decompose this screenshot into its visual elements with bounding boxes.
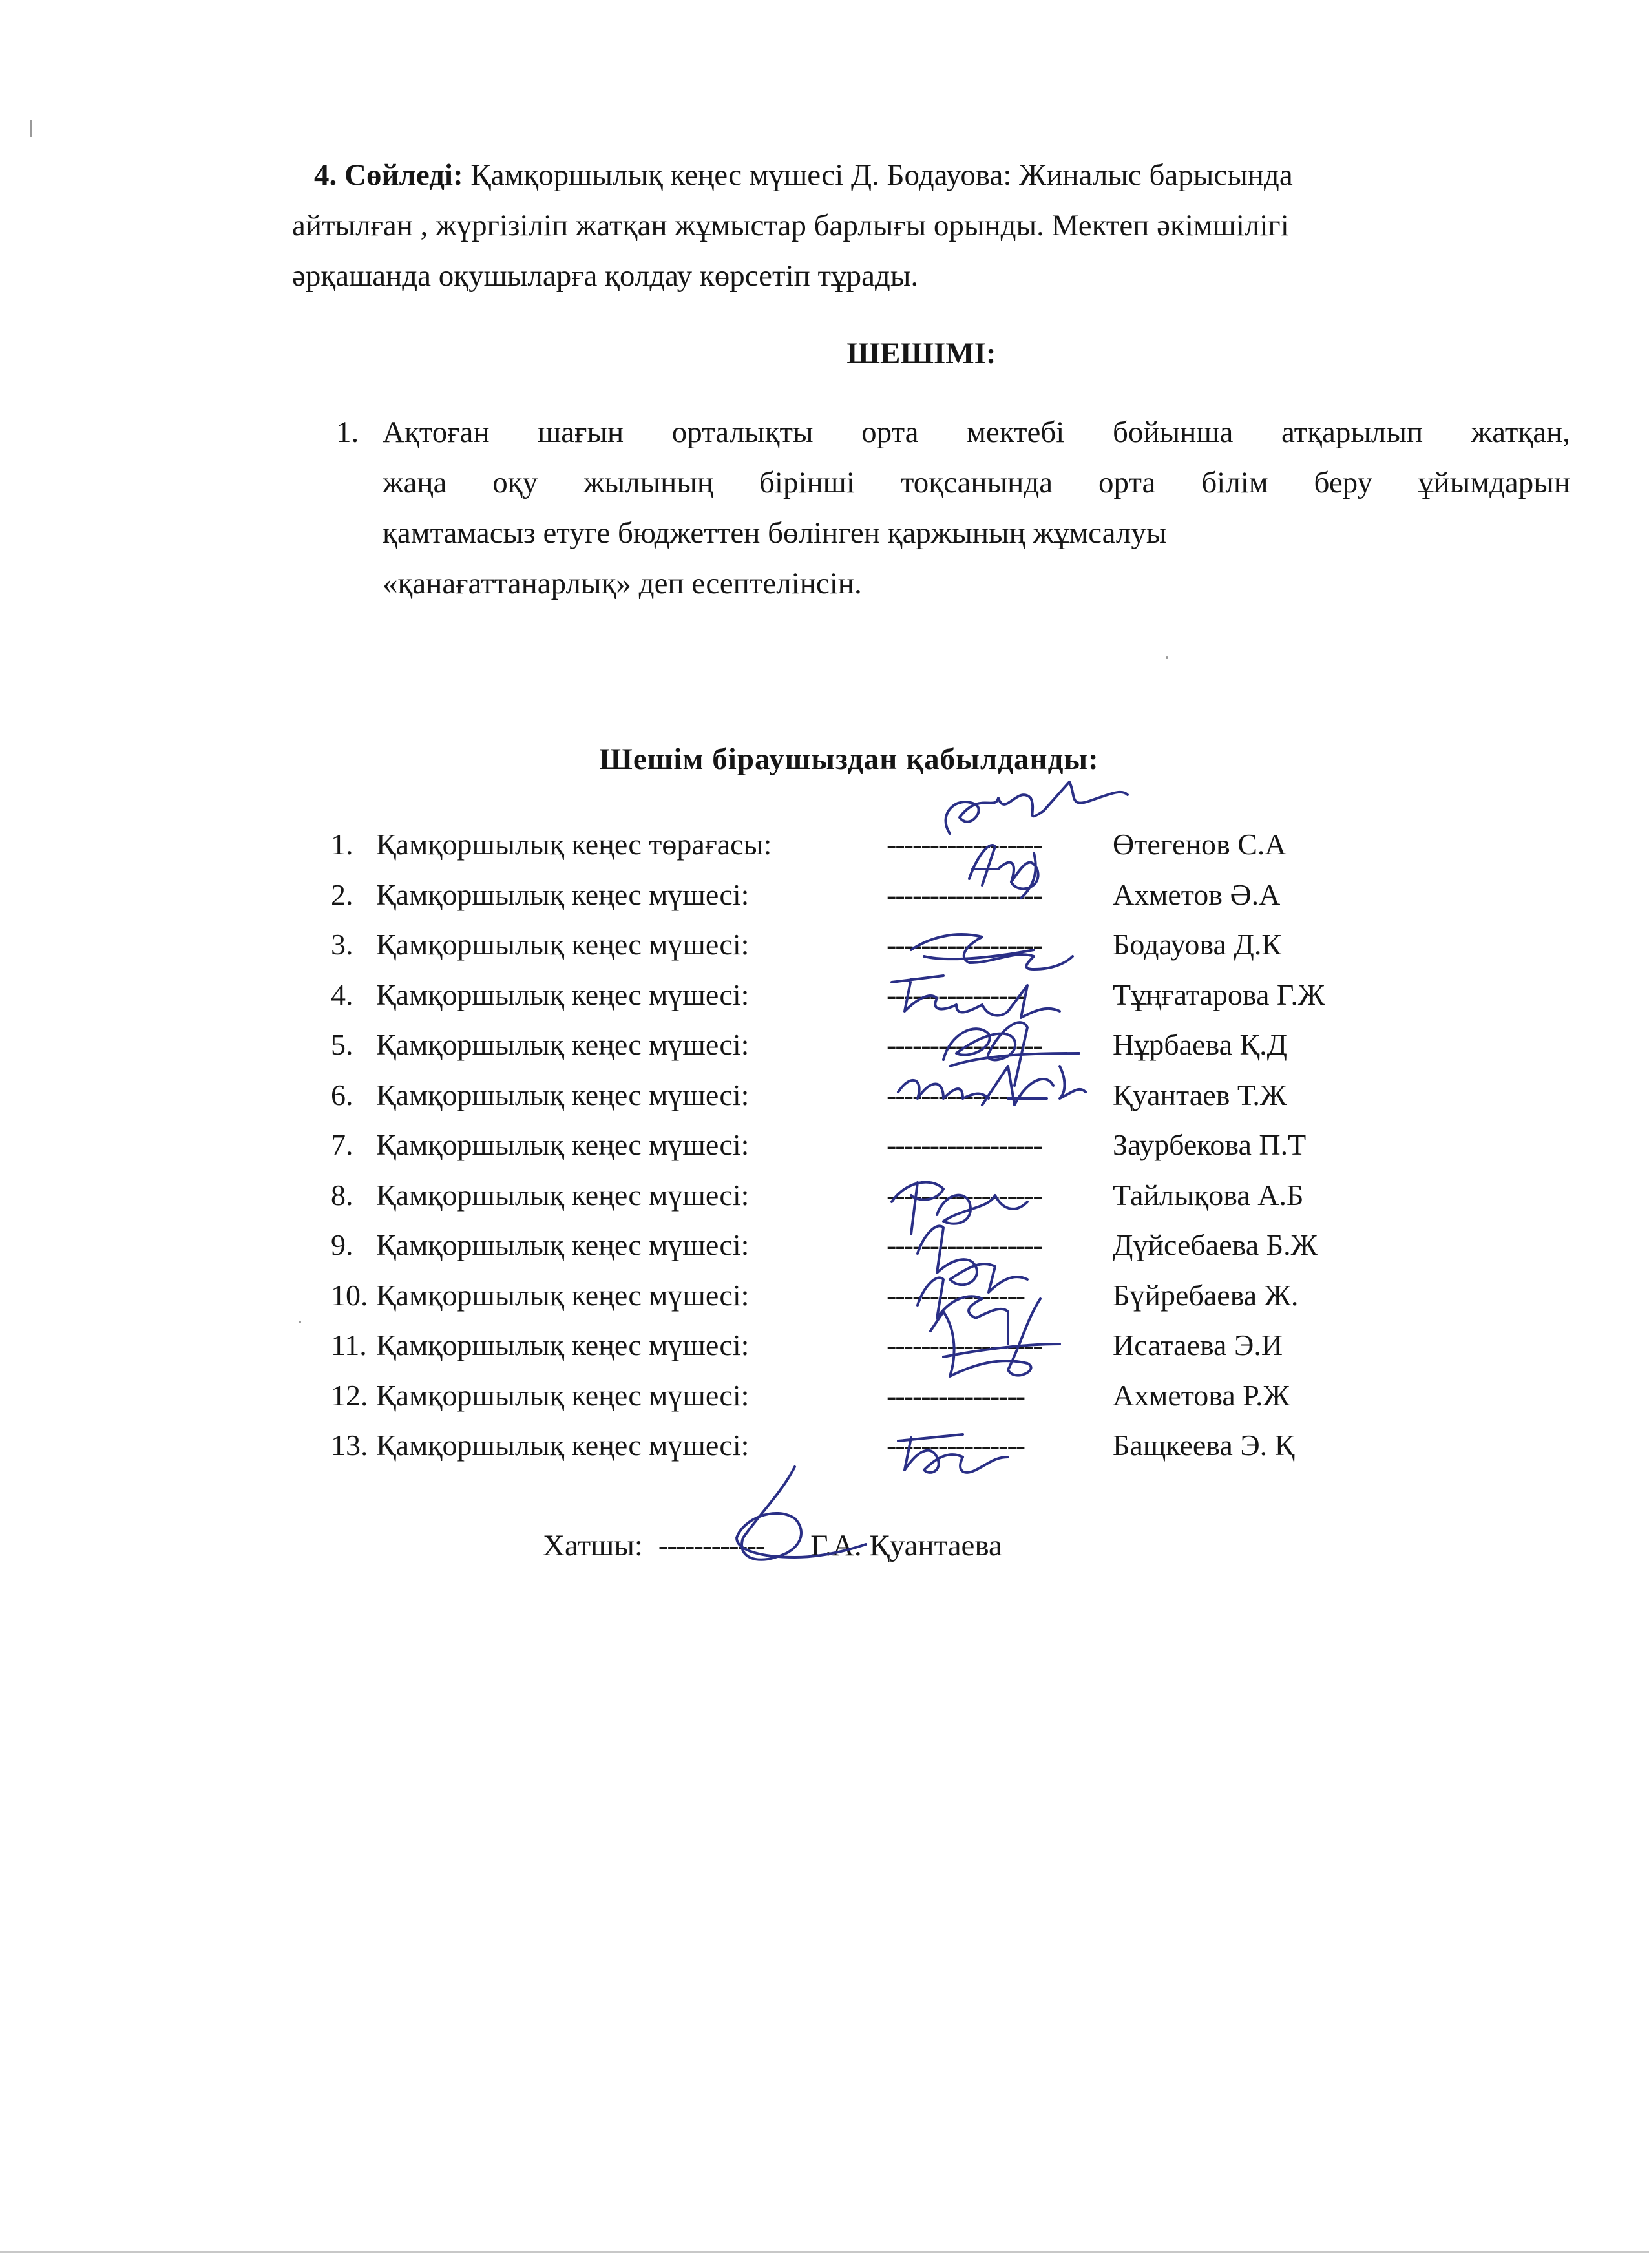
- roster-number: 5.: [331, 1028, 353, 1061]
- roster-number: 7.: [331, 1128, 353, 1161]
- roster-signature-line: ----------------: [887, 1278, 1025, 1312]
- roster-number: 8.: [331, 1178, 353, 1212]
- roster-number: 3.: [331, 928, 353, 961]
- roster-number: 9.: [331, 1228, 353, 1261]
- speech-line-1: [292, 150, 1565, 200]
- roster-role: Қамқоршылық кеңес мүшесі:: [376, 1178, 750, 1212]
- roster-name: Бащкеева Э. Қ: [1113, 1429, 1295, 1462]
- roster-name: Тұңғатарова Г.Ж: [1113, 978, 1325, 1011]
- roster-signature-line: ------------------: [887, 1128, 1042, 1161]
- roster-signature-line: ------------------: [887, 1178, 1042, 1212]
- decision-heading: ШЕШІМІ:: [846, 337, 996, 370]
- roster-signature-line: ------------------: [887, 1028, 1042, 1061]
- decision-line: қамтамасыз етуге бюджеттен бөлінген қаржының жұмсалуы: [383, 516, 1167, 550]
- roster-signature-line: ------------------: [887, 877, 1042, 911]
- roster-number: 1.: [331, 828, 353, 861]
- roster-number: 6.: [331, 1078, 353, 1111]
- roster-row: [331, 1370, 1429, 1421]
- roster-role: Қамқоршылық кеңес мүшесі:: [376, 978, 750, 1011]
- roster-row: [331, 1170, 1429, 1221]
- speech-lead: 4. Сөйледі:: [314, 158, 463, 192]
- scan-artifact-icon: [30, 120, 32, 137]
- decision-item: [336, 407, 1570, 609]
- roster-role: Қамқоршылық кеңес мүшесі:: [376, 1328, 750, 1361]
- roster-number: 2.: [331, 877, 353, 911]
- roster-signature-line: ------------------: [887, 928, 1042, 961]
- roster-row: [331, 919, 1429, 970]
- roster-row: [331, 1420, 1429, 1471]
- speech-paragraph: [292, 150, 1565, 301]
- roster-role: Қамқоршылық кеңес мүшесі:: [376, 1078, 750, 1111]
- roster-name: Ахметова Р.Ж: [1113, 1378, 1290, 1412]
- roster-signature-line: ----------------: [887, 1378, 1025, 1412]
- roster-name: Исатаева Э.И: [1113, 1328, 1283, 1361]
- roster-row: [331, 1070, 1429, 1120]
- roster-row: [331, 970, 1429, 1020]
- roster-signature-line: ----------------: [887, 1429, 1025, 1462]
- speech-line-3: әрқашанда оқушыларға қолдау көрсетіп тұрады.: [292, 259, 919, 293]
- adopted-heading: Шешім біраушыздан қабылданды:: [599, 742, 1099, 776]
- roster-row: [331, 870, 1429, 920]
- roster-signature-line: ----------------: [887, 978, 1025, 1011]
- secretary-name: Г.А. Қуантаева: [810, 1529, 1002, 1562]
- roster-row: [331, 819, 1429, 870]
- decision-line: Ақтоған шағын орталықты орта мектебі бойынша атқарылып жатқан,: [383, 415, 1570, 449]
- roster-name: Ахметов Ә.А: [1113, 877, 1281, 911]
- roster-role: Қамқоршылық кеңес мүшесі:: [376, 1429, 750, 1462]
- roster-name: Дүйсебаева Б.Ж: [1113, 1228, 1318, 1261]
- decision-text: [383, 407, 1570, 609]
- scan-artifact-icon: [1166, 656, 1168, 659]
- roster-role: Қамқоршылық кеңес мүшесі:: [376, 1028, 750, 1061]
- roster-name: Заурбекова П.Т: [1113, 1128, 1307, 1161]
- roster-number: 13.: [331, 1429, 368, 1462]
- speech-line-2: айтылған , жүргізіліп жатқан жұмыстар барлығы орынды. Мектеп әкімшілігі: [292, 209, 1289, 242]
- roster-row: [331, 1320, 1429, 1370]
- roster-signature-line: ------------------: [887, 1328, 1042, 1361]
- roster-name: Тайлықова А.Б: [1113, 1178, 1304, 1212]
- roster-name: Нұрбаева Қ.Д: [1113, 1028, 1288, 1061]
- roster-number: 12.: [331, 1378, 368, 1412]
- roster-row: [331, 1270, 1429, 1321]
- member-roster: [331, 819, 1429, 1471]
- roster-number: 11.: [331, 1328, 367, 1361]
- roster-signature-line: ------------------: [887, 828, 1042, 861]
- roster-signature-line: ------------------: [887, 1228, 1042, 1261]
- roster-role: Қамқоршылық кеңес мүшесі:: [376, 1378, 750, 1412]
- roster-role: Қамқоршылық кеңес мүшесі:: [376, 928, 750, 961]
- decision-line: «қанағаттанарлық» деп есептелінсін.: [383, 567, 862, 600]
- roster-number: 10.: [331, 1278, 368, 1312]
- roster-name: Бүйребаева Ж.: [1113, 1278, 1299, 1312]
- scan-artifact-icon: [299, 1321, 301, 1323]
- roster-row: [331, 1220, 1429, 1270]
- roster-role: Қамқоршылық кеңес мүшесі:: [376, 1278, 750, 1312]
- roster-name: Бодауова Д.К: [1113, 928, 1282, 961]
- roster-role: Қамқоршылық кеңес мүшесі:: [376, 1228, 750, 1261]
- secretary-signature-line: ------------: [658, 1529, 764, 1562]
- speech-line-1-text: Қамқоршылық кеңес мүшесі Д. Бодауова: Жиналыс барысында: [470, 158, 1293, 192]
- secretary-label: Хатшы:: [543, 1529, 643, 1562]
- roster-name: Қуантаев Т.Ж: [1113, 1078, 1287, 1111]
- roster-role: Қамқоршылық кеңес мүшесі:: [376, 877, 750, 911]
- secretary-line: [543, 1528, 1002, 1563]
- decision-line: жаңа оқу жылының бірінші тоқсанында орта білім беру ұйымдарын: [383, 466, 1570, 499]
- scan-bottom-edge: [0, 2251, 1649, 2253]
- decision-list: [336, 407, 1570, 609]
- roster-name: Өтегенов С.А: [1113, 828, 1287, 861]
- decision-number: 1.: [336, 415, 359, 449]
- roster-number: 4.: [331, 978, 353, 1011]
- roster-role: Қамқоршылық кеңес төрағасы:: [376, 828, 772, 861]
- roster-role: Қамқоршылық кеңес мүшесі:: [376, 1128, 750, 1161]
- roster-row: [331, 1020, 1429, 1070]
- roster-signature-line: ------------------: [887, 1078, 1042, 1111]
- roster-row: [331, 1120, 1429, 1170]
